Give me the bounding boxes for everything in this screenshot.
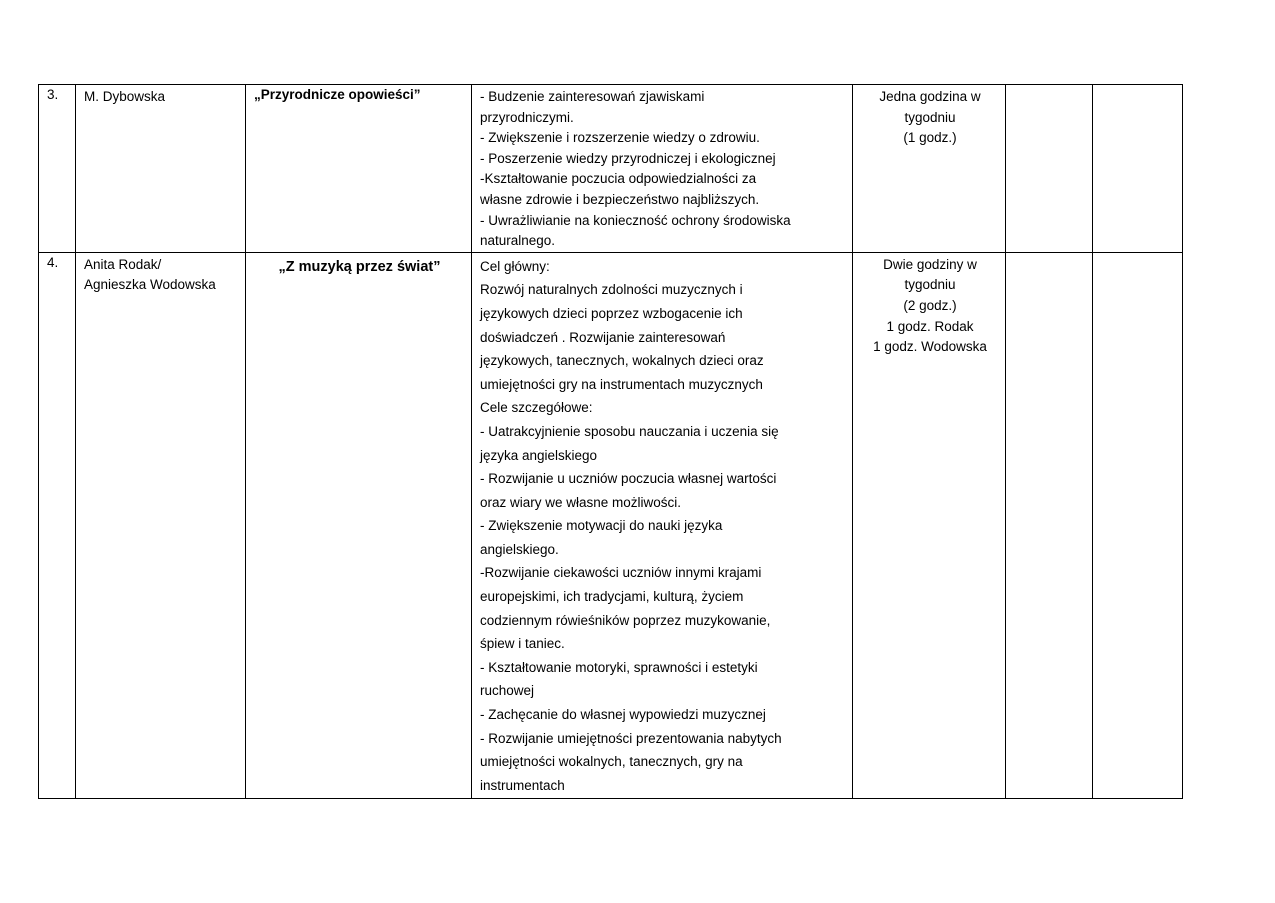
goal-line: Rozwój naturalnych zdolności muzycznych i (480, 282, 743, 298)
goal-line: - Uwrażliwianie na konieczność ochrony środowiska (480, 212, 791, 228)
hours-line: 1 godz. Wodowska (873, 339, 987, 355)
goal-line: - Rozwijanie u uczniów poczucia własnej wartości (480, 471, 777, 487)
goal-line: - Kształtowanie motoryki, sprawności i estetyki (480, 659, 758, 675)
program-title: „Z muzyką przez świat” (246, 252, 472, 798)
empty-cell (1006, 252, 1093, 798)
goal-line: ruchowej (480, 683, 535, 699)
goal-line: -Kształtowanie poczucia odpowiedzialności za (480, 171, 757, 187)
goal-line: - Rozwijanie umiejętności prezentowania nabytych (480, 730, 782, 746)
hours-line: 1 godz. Rodak (886, 318, 974, 334)
hours-line: Jedna godzina w (879, 89, 981, 104)
teacher-cell (76, 252, 246, 798)
goal-line: oraz wiary we własne możliwości. (480, 494, 682, 510)
empty-cell (1006, 85, 1093, 253)
goal-line: doświadczeń . Rozwijanie zainteresowań (480, 329, 726, 345)
goal-line: języka angielskiego (480, 447, 598, 463)
goal-line: europejskimi, ich tradycjami, kulturą, życiem (480, 589, 744, 605)
goal-line: instrumentach (480, 777, 565, 793)
hours-line: (2 godz.) (903, 297, 957, 313)
goal-line: umiejętności gry na instrumentach muzycznych (480, 376, 763, 392)
goal-line: naturalnego. (480, 233, 556, 249)
hours-cell (853, 85, 1006, 253)
goal-line: - Zachęcanie do własnej wypowiedzi muzycznej (480, 707, 766, 723)
hours-line: tygodniu (904, 109, 956, 125)
teacher-name: Agnieszka Wodowska (84, 277, 216, 293)
goal-line: Cele szczegółowe: (480, 400, 593, 416)
hours-line: (1 godz.) (903, 130, 957, 146)
goals-cell (472, 252, 853, 798)
empty-cell (1093, 252, 1183, 798)
goal-line: - Zwiększenie i rozszerzenie wiedzy o zdrowiu. (480, 130, 760, 146)
goal-line: - Poszerzenie wiedzy przyrodniczej i ekologicznej (480, 150, 776, 166)
goal-line: - Uatrakcyjnienie sposobu nauczania i uczenia się (480, 423, 779, 439)
row-number: 4. (39, 252, 76, 798)
hours-line: Dwie godziny w (883, 256, 977, 272)
teacher-cell (76, 85, 246, 253)
goal-line: - Zwiększenie motywacji do nauki języka (480, 518, 723, 534)
hours-line: tygodniu (904, 277, 956, 293)
goal-line: - Budzenie zainteresowań zjawiskami (480, 89, 705, 104)
goals-cell (472, 85, 853, 253)
goal-line: codziennym rówieśników poprzez muzykowanie, (480, 612, 771, 628)
goal-line: własne zdrowie i bezpieczeństwo najbliższych. (480, 191, 760, 207)
table-row (39, 252, 1183, 798)
goal-line: umiejętności wokalnych, tanecznych, gry na (480, 754, 743, 770)
goal-line: Cel główny: (480, 258, 550, 274)
empty-cell (1093, 85, 1183, 253)
table-row (39, 85, 1183, 253)
goal-line: śpiew i taniec. (480, 636, 565, 652)
goal-line: przyrodniczymi. (480, 109, 574, 125)
program-table (38, 84, 1183, 799)
hours-cell (853, 252, 1006, 798)
row-number: 3. (39, 85, 76, 253)
teacher-name: Anita Rodak/ (84, 256, 162, 272)
goal-line: angielskiego. (480, 541, 559, 557)
goal-line: językowych dzieci poprzez wzbogacenie ich (480, 305, 743, 321)
program-title: „Przyrodnicze opowieści” (246, 85, 472, 253)
goal-line: językowych, tanecznych, wokalnych dzieci oraz (480, 353, 764, 369)
teacher-name: M. Dybowska (84, 89, 166, 104)
goal-line: -Rozwijanie ciekawości uczniów innymi krajami (480, 565, 762, 581)
